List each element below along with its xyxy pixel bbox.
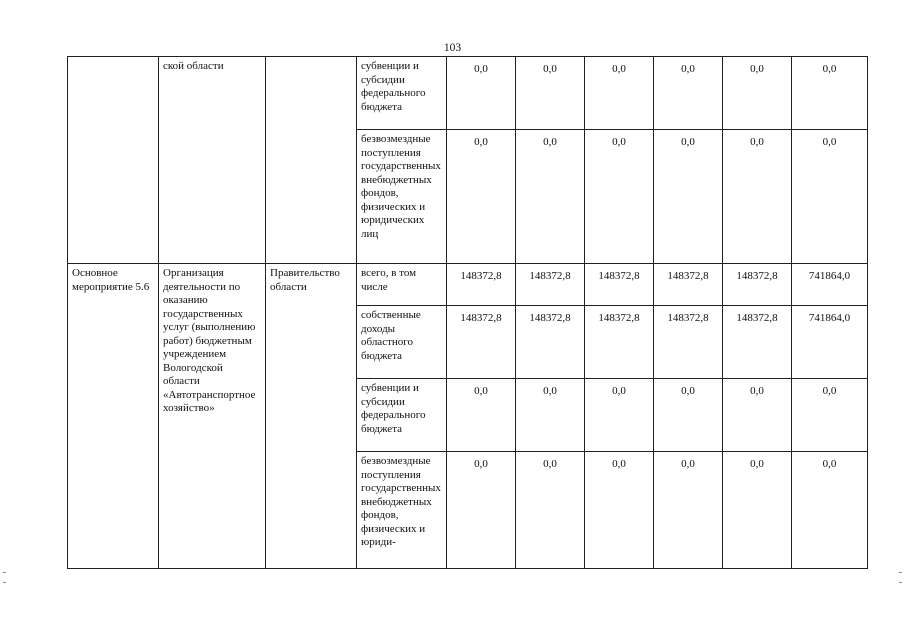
value-cell: 0,0 — [654, 130, 723, 264]
funding-source-cell: собственные доходы областного бюджета — [357, 306, 447, 379]
value-cell: 0,0 — [516, 57, 585, 130]
funding-source-cell: субвенции и субсидии федерального бюджета — [357, 57, 447, 130]
value-total-cell: 0,0 — [792, 452, 868, 569]
funding-source-cell: всего, в том числе — [357, 264, 447, 306]
value-total-cell: 0,0 — [792, 130, 868, 264]
value-cell: 0,0 — [447, 452, 516, 569]
responsible-executor-cell — [266, 57, 357, 264]
value-cell: 148372,8 — [585, 306, 654, 379]
value-cell: 0,0 — [723, 452, 792, 569]
value-total-cell: 741864,0 — [792, 264, 868, 306]
funding-source-cell: безвозмездные поступления государственных внебюджетных фондов, физических и юриди- — [357, 452, 447, 569]
event-name-cell: Основное мероприятие 5.6 — [68, 264, 159, 569]
scan-edge-mark — [899, 582, 902, 583]
budget-table — [67, 56, 868, 569]
funding-source-cell: субвенции и субсидии федерального бюджета — [357, 379, 447, 452]
value-cell: 148372,8 — [447, 306, 516, 379]
value-total-cell: 0,0 — [792, 57, 868, 130]
value-cell: 0,0 — [654, 57, 723, 130]
value-cell: 148372,8 — [447, 264, 516, 306]
value-cell: 0,0 — [516, 379, 585, 452]
value-cell: 0,0 — [654, 379, 723, 452]
value-cell: 0,0 — [723, 57, 792, 130]
value-cell: 0,0 — [585, 130, 654, 264]
value-cell: 0,0 — [585, 452, 654, 569]
value-cell: 0,0 — [447, 379, 516, 452]
value-cell: 0,0 — [585, 57, 654, 130]
value-cell: 148372,8 — [723, 264, 792, 306]
value-cell: 0,0 — [723, 379, 792, 452]
responsible-executor-cell: Правительство области — [266, 264, 357, 569]
value-cell: 0,0 — [447, 57, 516, 130]
value-cell: 0,0 — [723, 130, 792, 264]
value-cell: 0,0 — [447, 130, 516, 264]
funding-source-cell: безвозмездные поступления государственных внебюджетных фондов, физических и юридических лиц — [357, 130, 447, 264]
value-cell: 148372,8 — [654, 306, 723, 379]
value-total-cell: 0,0 — [792, 379, 868, 452]
event-name-cell — [68, 57, 159, 264]
value-total-cell: 741864,0 — [792, 306, 868, 379]
scan-edge-mark — [3, 582, 6, 583]
event-description-cell: Организация деятельности по оказанию государственных услуг (выполнению работ) бюджетным учреждением Вологодской области «Автотранспортное хозяйство» — [159, 264, 266, 569]
value-cell: 0,0 — [654, 452, 723, 569]
scan-edge-mark — [3, 572, 6, 573]
scan-edge-mark — [899, 572, 902, 573]
value-cell: 0,0 — [585, 379, 654, 452]
value-cell: 0,0 — [516, 452, 585, 569]
value-cell: 148372,8 — [516, 306, 585, 379]
value-cell: 148372,8 — [654, 264, 723, 306]
value-cell: 148372,8 — [516, 264, 585, 306]
value-cell: 0,0 — [516, 130, 585, 264]
page-number: 103 — [443, 42, 462, 54]
value-cell: 148372,8 — [585, 264, 654, 306]
table-row — [68, 264, 868, 306]
value-cell: 148372,8 — [723, 306, 792, 379]
table-row — [68, 57, 868, 130]
event-description-cell: ской области — [159, 57, 266, 264]
